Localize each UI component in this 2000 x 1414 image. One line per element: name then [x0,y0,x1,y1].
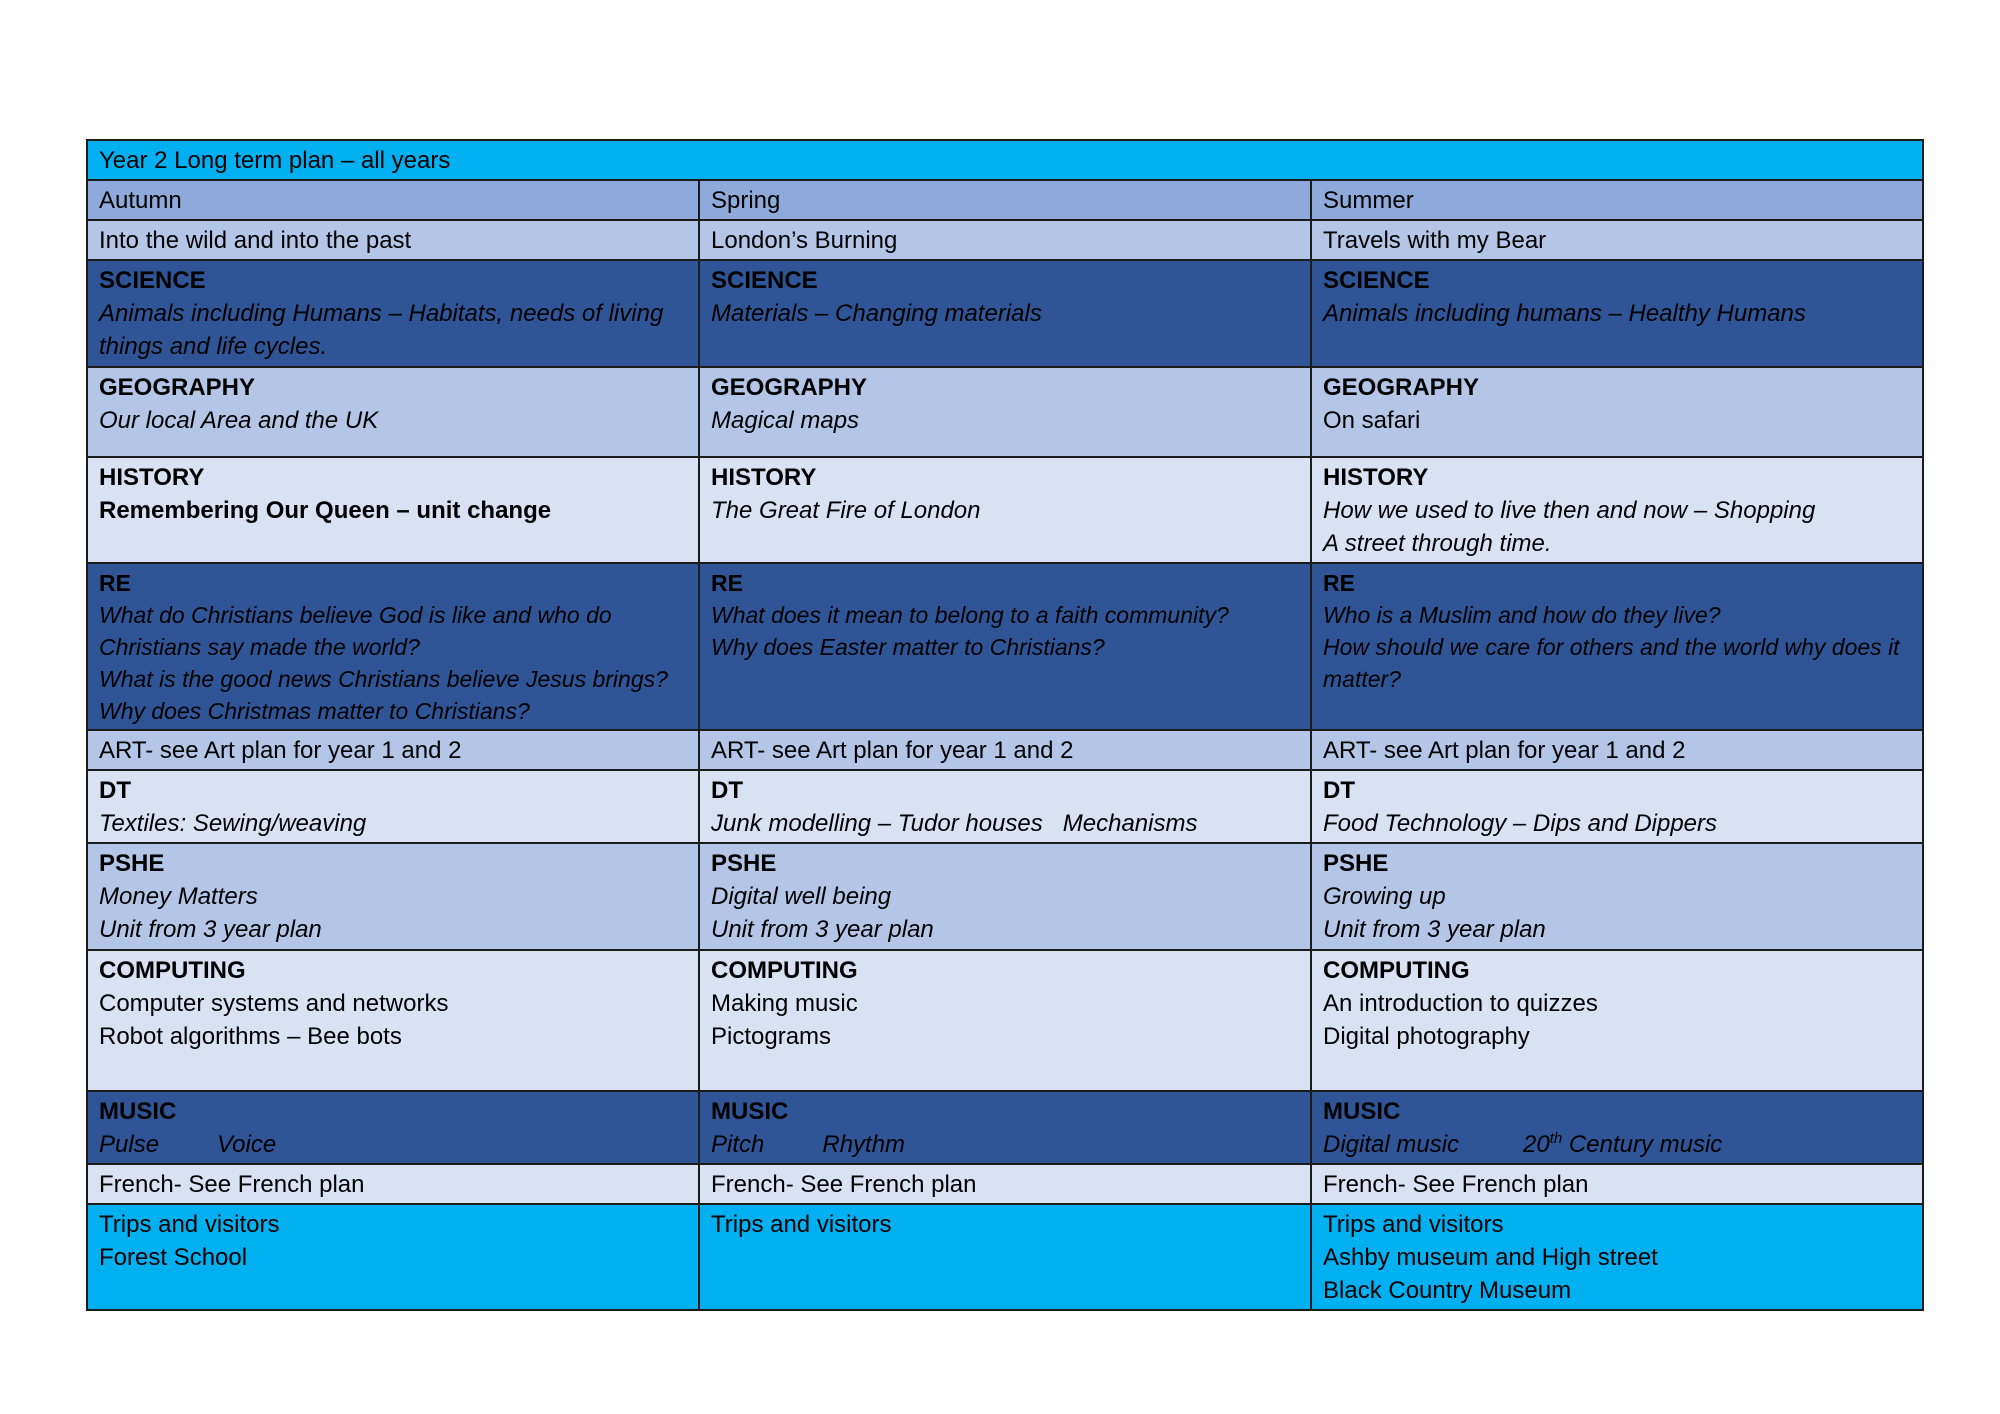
re-autumn-cell [87,563,699,730]
unit-text: A street through time. [1323,530,1552,557]
subject-heading: SCIENCE [1323,267,1430,294]
art-summer-cell: ART- see Art plan for year 1 and 2 [1311,730,1923,770]
unit-text: How should we care for others and the world why does it matter? [1323,634,1900,692]
unit-text: Who is a Muslim and how do they live? [1323,602,1721,628]
science-summer-cell [1311,260,1923,367]
unit-text: Unit from 3 year plan [1323,916,1546,943]
title-row [87,140,1923,180]
plan-title: Year 2 Long term plan – all years [87,140,1923,180]
computing-summer-cell [1311,950,1923,1091]
unit-text: How we used to live then and now – Shopping [1323,497,1816,524]
unit-text: What does it mean to belong to a faith community? [711,602,1229,628]
re-spring-cell [699,563,1311,730]
unit-text: 20 [1523,1131,1550,1158]
french-spring-cell: French- See French plan [699,1164,1311,1204]
unit-text: Digital photography [1323,1023,1530,1050]
trip-text: Forest School [99,1244,248,1271]
music-summer-cell [1311,1091,1923,1164]
unit-text: Food Technology – Dips and Dippers [1323,810,1718,837]
subject-heading: MUSIC [711,1098,789,1125]
history-summer-cell [1311,457,1923,563]
unit-text: Rhythm [822,1131,906,1158]
unit-text: The Great Fire of London [711,497,981,524]
science-autumn-cell [87,260,699,367]
subject-heading: PSHE [99,850,165,877]
subject-heading: SCIENCE [99,267,206,294]
unit-text: Unit from 3 year plan [711,916,934,943]
art-spring-cell: ART- see Art plan for year 1 and 2 [699,730,1311,770]
unit-text: Why does Easter matter to Christians? [711,634,1105,660]
geography-row [87,367,1923,457]
unit-line [711,1128,1299,1161]
re-row [87,563,1923,730]
subject-heading: HISTORY [1323,464,1429,491]
subject-heading: RE [711,570,743,596]
subject-heading: GEOGRAPHY [1323,374,1480,401]
subject-heading: DT [1323,777,1355,804]
french-autumn-cell: French- See French plan [87,1164,699,1204]
unit-text: Pitch [711,1131,765,1158]
subject-heading: RE [1323,570,1355,596]
trips-row [87,1204,1923,1310]
music-spring-cell [699,1091,1311,1164]
subject-heading: COMPUTING [1323,957,1470,984]
trip-text: Trips and visitors [1323,1211,1504,1238]
history-autumn-cell [87,457,699,563]
unit-line [1323,1128,1911,1161]
unit-text: Computer systems and networks [99,990,449,1017]
science-spring-cell [699,260,1311,367]
computing-row [87,950,1923,1091]
unit-text: Our local Area and the UK [99,407,379,434]
subject-heading: PSHE [711,850,777,877]
geography-spring-cell [699,367,1311,457]
season-spring: Spring [699,180,1311,220]
dt-spring-cell [699,770,1311,843]
unit-text: Animals including humans – Healthy Humans [1323,300,1806,327]
music-row [87,1091,1923,1164]
subject-heading: GEOGRAPHY [99,374,256,401]
trips-spring-cell [699,1204,1311,1310]
trip-text: Ashby museum and High street [1323,1244,1658,1271]
subject-heading: RE [99,570,131,596]
history-spring-cell [699,457,1311,563]
unit-text: What is the good news Christians believe Jesus brings? [99,666,668,692]
subject-heading: PSHE [1323,850,1389,877]
re-summer-cell [1311,563,1923,730]
unit-text: Magical maps [711,407,860,434]
unit-text: Textiles: Sewing/weaving [99,810,367,837]
subject-heading: GEOGRAPHY [711,374,868,401]
unit-text: Digital well being [711,883,892,910]
unit-text: Century music [1562,1131,1723,1158]
geography-autumn-cell [87,367,699,457]
unit-text: Unit from 3 year plan [99,916,322,943]
subject-heading: HISTORY [711,464,817,491]
subject-heading: HISTORY [99,464,205,491]
season-autumn: Autumn [87,180,699,220]
season-row [87,180,1923,220]
trip-text: Trips and visitors [711,1211,892,1238]
subject-heading: MUSIC [99,1098,177,1125]
subject-heading: DT [99,777,131,804]
unit-text: On safari [1323,407,1421,434]
computing-autumn-cell [87,950,699,1091]
dt-row [87,770,1923,843]
art-row [87,730,1923,770]
unit-text: Animals including Humans – Habitats, needs of living things and life cycles. [99,300,664,360]
subject-heading: SCIENCE [711,267,818,294]
trip-text: Trips and visitors [99,1211,280,1238]
pshe-row [87,843,1923,950]
french-summer-cell: French- See French plan [1311,1164,1923,1204]
music-autumn-cell [87,1091,699,1164]
pshe-autumn-cell [87,843,699,950]
art-autumn-cell: ART- see Art plan for year 1 and 2 [87,730,699,770]
unit-text: Voice [217,1131,277,1158]
subject-heading: DT [711,777,743,804]
history-row [87,457,1923,563]
unit-text: Growing up [1323,883,1446,910]
unit-text: Money Matters [99,883,258,910]
unit-text: Junk modelling – Tudor houses Mechanisms [711,810,1198,837]
unit-text: Why does Christmas matter to Christians? [99,698,530,724]
pshe-summer-cell [1311,843,1923,950]
long-term-plan-table [86,139,1924,1311]
computing-spring-cell [699,950,1311,1091]
topic-spring: London’s Burning [699,220,1311,260]
season-summer: Summer [1311,180,1923,220]
unit-text: Materials – Changing materials [711,300,1042,327]
science-row [87,260,1923,367]
trip-text: Black Country Museum [1323,1277,1572,1304]
dt-autumn-cell [87,770,699,843]
geography-summer-cell [1311,367,1923,457]
unit-text: Pulse [99,1131,160,1158]
unit-text: What do Christians believe God is like and who do Christians say made the world? [99,602,612,660]
pshe-spring-cell [699,843,1311,950]
subject-heading: COMPUTING [711,957,858,984]
dt-summer-cell [1311,770,1923,843]
subject-heading: COMPUTING [99,957,246,984]
unit-text: Robot algorithms – Bee bots [99,1023,402,1050]
topic-row [87,220,1923,260]
superscript: th [1549,1130,1563,1147]
topic-summer: Travels with my Bear [1311,220,1923,260]
subject-heading: MUSIC [1323,1098,1401,1125]
unit-text: Making music [711,990,858,1017]
unit-text: Remembering Our Queen – unit change [99,497,552,524]
trips-autumn-cell [87,1204,699,1310]
unit-text: Digital music [1323,1131,1460,1158]
unit-text: An introduction to quizzes [1323,990,1598,1017]
trips-summer-cell [1311,1204,1923,1310]
unit-line [99,1128,687,1161]
unit-text: Pictograms [711,1023,832,1050]
topic-autumn: Into the wild and into the past [87,220,699,260]
french-row [87,1164,1923,1204]
